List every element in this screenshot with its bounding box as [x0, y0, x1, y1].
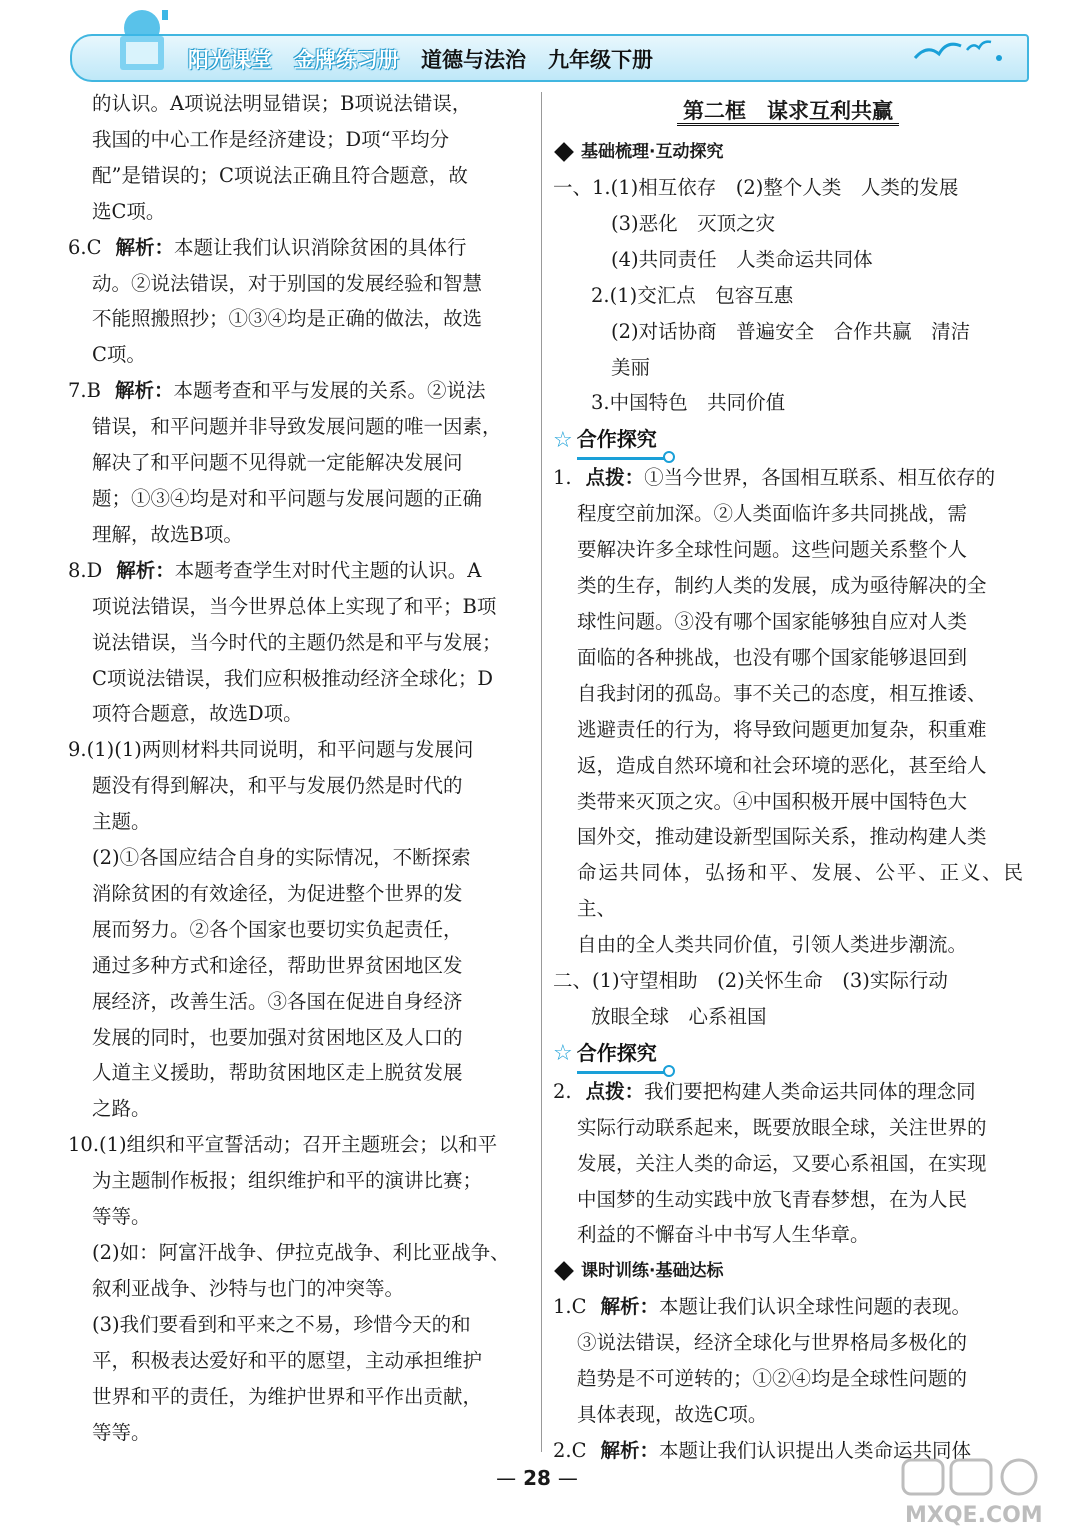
- text-line: [68, 876, 538, 912]
- line-text: 面临的各种挑战，也没有哪个国家能够退回到: [577, 645, 968, 669]
- line-text: 消除贫困的有效途径，为促进整个世界的发: [92, 881, 463, 905]
- answer-item: [553, 1074, 1023, 1110]
- answer-item: [553, 1289, 1023, 1325]
- line-text: 解决了和平问题不见得就一定能解决发展问: [92, 451, 463, 475]
- line-text: 展经济，改善生活。③各国在促进自身经济: [92, 989, 463, 1013]
- text-line: [68, 86, 538, 122]
- page-footer: — 28 —: [496, 1466, 578, 1490]
- text-line: [553, 1110, 1023, 1146]
- text-line: [68, 768, 538, 804]
- text-line: [68, 661, 538, 697]
- text-line: [553, 640, 1023, 676]
- text-line: [68, 625, 538, 661]
- header-title: [188, 44, 675, 74]
- text-line: [68, 1163, 538, 1199]
- block-cooperation-1: [553, 460, 1023, 1035]
- text-line: [553, 999, 1023, 1035]
- text-line: [553, 532, 1023, 568]
- text-line: [553, 819, 1023, 855]
- text-line: [68, 804, 538, 840]
- text-line: [68, 301, 538, 337]
- answer-number: 6.C: [68, 235, 102, 259]
- line-text: 3.中国特色 共同价值: [591, 391, 786, 415]
- line-text: (2)如：阿富汗战争、伊拉克战争、利比亚战争、: [92, 1241, 510, 1264]
- book-logo-icon: [102, 6, 182, 76]
- text-line: [68, 158, 538, 194]
- text-line: [553, 496, 1023, 532]
- diamond-icon: [554, 1261, 574, 1281]
- line-text: ①当今世界，各国相互联系、相互依存的: [644, 466, 996, 490]
- diamond-icon: [554, 142, 574, 162]
- line-text: 自我封闭的孤岛。事不关己的态度，相互推诿、: [577, 681, 987, 705]
- text-line: [68, 1307, 538, 1343]
- line-text: 命运共同体，弘扬和平、发展、公平、正义、民主、: [577, 861, 1023, 921]
- line-text: 世界和平的责任，为维护世界和平作出贡献，: [92, 1384, 483, 1408]
- line-text: 发展，关注人类的命运，又要心系祖国，在实现: [577, 1151, 987, 1175]
- line-text: 不能照搬照抄；①③④均是正确的做法，故选: [92, 307, 483, 331]
- line-text: 项符合题意，故选D项。: [92, 702, 303, 726]
- line-text: 的认识。A项说法明显错误；B项说法错误，: [92, 92, 472, 115]
- line-text: 国外交，推动建设新型国际关系，推动构建人类: [577, 825, 987, 849]
- text-line: [68, 912, 538, 948]
- line-text: (4)共同责任 人类命运共同体: [611, 247, 873, 271]
- line-text: 具体表现，故选C项。: [577, 1403, 768, 1427]
- text-line: [68, 1343, 538, 1379]
- column-divider: [541, 92, 542, 1452]
- line-text: 2.(1)交汇点 包容互惠: [591, 283, 794, 307]
- subject: 道德与法治: [421, 48, 526, 72]
- line-text: 说法错误，当今时代的主题仍然是和平与发展；: [92, 630, 502, 654]
- answer-number: 7.B: [68, 379, 101, 403]
- page-number: 28: [523, 1466, 551, 1490]
- section-lesson-training: 课时训练·基础达标: [553, 1253, 1023, 1289]
- line-text: 为主题制作板报；组织维护和平的演讲比赛；: [92, 1169, 483, 1193]
- text-line: [553, 1397, 1023, 1433]
- line-text: 自由的全人类共同价值，引领人类进步潮流。: [577, 933, 968, 957]
- line-text: 展而努力。②各个国家也要切实负起责任，: [92, 917, 463, 941]
- text-line: [68, 266, 538, 302]
- line-text: 类带来灭顶之灾。④中国积极开展中国特色大: [577, 789, 968, 813]
- text-line: [553, 1146, 1023, 1182]
- text-line: [553, 712, 1023, 748]
- text-line: [553, 604, 1023, 640]
- text-line: [68, 589, 538, 625]
- text-line: [553, 748, 1023, 784]
- text-line: [553, 206, 1023, 242]
- answer-label: 解析：: [600, 1295, 660, 1319]
- text-line: [68, 445, 538, 481]
- text-line: [68, 732, 538, 768]
- svg-text:MXQE.COM: MXQE.COM: [905, 1503, 1043, 1528]
- answer-label: 解析：: [600, 1439, 660, 1462]
- block-cooperation-2: [553, 1074, 1023, 1254]
- line-text: 本题考查学生对时代主题的认识。A: [174, 558, 482, 582]
- text-line: [553, 242, 1023, 278]
- text-line: [553, 170, 1023, 206]
- text-line: [68, 1055, 538, 1091]
- text-line: [68, 194, 538, 230]
- line-text: 9.(1)(1)两则材料共同说明，和平问题与发展问: [68, 738, 474, 762]
- answer-number: 2.: [553, 1079, 572, 1103]
- star-icon: ☆: [553, 1041, 573, 1067]
- brand-name: 阳光课堂: [188, 48, 272, 72]
- line-text: 中国梦的生动实践中放飞青春梦想，在为人民: [577, 1187, 968, 1211]
- line-text: 我国的中心工作是经济建设；D项“平均分: [92, 127, 450, 151]
- text-line: [553, 1182, 1023, 1218]
- line-text: 人道主义援助，帮助贫困地区走上脱贫发展: [92, 1061, 463, 1085]
- answer-item: [68, 373, 538, 409]
- line-text: 平，积极表达爱好和平的愿望，主动承担维护: [92, 1348, 483, 1372]
- brand-subtitle: 金牌练习册: [294, 48, 399, 72]
- right-column: [553, 86, 1023, 1469]
- line-text: (3)我们要看到和平来之不易，珍惜今天的和: [92, 1312, 471, 1336]
- text-line: [68, 984, 538, 1020]
- line-text: 逃避责任的行为，将导致问题更加复杂，积重难: [577, 717, 987, 741]
- text-line: [553, 350, 1023, 386]
- text-line: [68, 517, 538, 553]
- line-text: (2)对话协商 普遍安全 合作共赢 清洁: [611, 319, 971, 343]
- line-text: 主题。: [92, 810, 151, 834]
- section-basic-review: 基础梳理·互动探究: [553, 134, 1023, 170]
- text-line: [68, 948, 538, 984]
- answer-number: 1.C: [553, 1295, 587, 1319]
- line-text: 我们要把构建人类命运共同体的理念同: [644, 1079, 976, 1103]
- text-line: [553, 385, 1023, 421]
- line-text: 要解决许多全球性问题。这些问题关系整个人: [577, 538, 968, 562]
- line-text: 选C项。: [92, 199, 166, 223]
- text-line: [553, 1361, 1023, 1397]
- line-text: 本题让我们认识提出人类命运共同体: [659, 1439, 972, 1462]
- line-text: 程度空前加深。②人类面临许多共同挑战，需: [577, 502, 968, 526]
- text-line: [68, 1127, 538, 1163]
- text-line: [553, 278, 1023, 314]
- line-text: 本题让我们认识消除贫困的具体行: [174, 235, 467, 259]
- line-text: 趋势是不可逆转的；①②④均是全球性问题的: [577, 1367, 968, 1391]
- line-text: 通过多种方式和途径，帮助世界贫困地区发: [92, 953, 463, 977]
- text-line: [68, 1235, 538, 1271]
- text-line: [553, 1217, 1023, 1253]
- line-text: 发展的同时，也要加强对贫困地区及人口的: [92, 1025, 463, 1049]
- text-line: [68, 122, 538, 158]
- left-column: [68, 86, 538, 1450]
- block-basics: [553, 170, 1023, 421]
- line-text: 利益的不懈奋斗中书写人生华章。: [577, 1223, 870, 1247]
- answer-number: 1.: [553, 466, 572, 490]
- text-line: [553, 784, 1023, 820]
- line-text: 球性问题。③没有哪个国家能够独自应对人类: [577, 609, 968, 633]
- line-text: 本题考查和平与发展的关系。②说法: [173, 379, 486, 403]
- line-text: 错误，和平问题并非导致发展问题的唯一因素，: [92, 415, 502, 439]
- birds-icon: [905, 30, 1005, 70]
- answer-label: 点拨：: [585, 466, 645, 490]
- line-text: 之路。: [92, 1097, 151, 1121]
- answer-number: 8.D: [68, 558, 103, 582]
- answer-item: [553, 460, 1023, 496]
- answer-item: [68, 553, 538, 589]
- text-line: [68, 696, 538, 732]
- grade: 九年级下册: [548, 48, 653, 72]
- text-line: [553, 314, 1023, 350]
- text-line: [68, 1379, 538, 1415]
- star-icon: ☆: [553, 427, 573, 453]
- text-line: [553, 676, 1023, 712]
- line-text: 放眼全球 心系祖国: [591, 1004, 767, 1028]
- line-text: 10.(1)组织和平宣誓活动；召开主题班会；以和平: [68, 1133, 498, 1157]
- answer-number: 2.C: [553, 1439, 587, 1462]
- cooperation-heading-2: ☆ 合作探究: [553, 1035, 1023, 1074]
- text-line: [553, 1325, 1023, 1361]
- line-text: (2)①各国应结合自身的实际情况，不断探索: [92, 846, 471, 870]
- block-training: [553, 1289, 1023, 1469]
- line-text: 项说法错误，当今世界总体上实现了和平；B项: [92, 594, 497, 618]
- text-line: [68, 840, 538, 876]
- line-text: C项说法错误，我们应积极推动经济全球化；D: [92, 666, 494, 690]
- watermark-logo: [895, 1456, 1065, 1531]
- line-text: 类的生存，制约人类的发展，成为亟待解决的全: [577, 574, 987, 598]
- text-line: [68, 1091, 538, 1127]
- answer-label: 解析：: [114, 379, 174, 403]
- line-text: 动。②说法错误，对于别国的发展经验和智慧: [92, 271, 483, 295]
- line-text: 配”是错误的；C项说法正确且符合题意，故: [92, 163, 468, 187]
- line-text: ③说法错误，经济全球化与世界格局多极化的: [577, 1331, 968, 1355]
- line-text: 美丽: [611, 355, 651, 379]
- line-text: 一、1.(1)相互依存 (2)整个人类 人类的发展: [553, 176, 959, 199]
- text-line: [553, 963, 1023, 999]
- line-text: 返，造成自然环境和社会环境的恶化，甚至给人: [577, 753, 987, 777]
- text-line: [68, 409, 538, 445]
- answer-item: [68, 230, 538, 266]
- text-line: [68, 1271, 538, 1307]
- answer-label: 点拨：: [585, 1079, 645, 1103]
- text-line: [553, 568, 1023, 604]
- text-line: [68, 337, 538, 373]
- frame-title: 第二框 谋求互利共赢: [553, 96, 1023, 126]
- text-line: [553, 927, 1023, 963]
- line-text: 二、(1)守望相助 (2)关怀生命 (3)实际行动: [553, 969, 948, 993]
- line-text: 叙利亚战争、沙特与也门的冲突等。: [92, 1276, 405, 1300]
- line-text: 本题让我们认识全球性问题的表现。: [659, 1295, 972, 1319]
- text-line: [553, 855, 1023, 927]
- line-text: 题没有得到解决，和平与发展仍然是时代的: [92, 774, 463, 798]
- text-line: [68, 1020, 538, 1056]
- text-line: [68, 1199, 538, 1235]
- line-text: 等等。: [92, 1205, 151, 1229]
- line-text: 题；①③④均是对和平问题与发展问题的正确: [92, 486, 483, 510]
- answer-label: 解析：: [116, 558, 175, 582]
- line-text: 理解，故选B项。: [92, 522, 243, 546]
- cooperation-heading-1: ☆ 合作探究: [553, 421, 1023, 460]
- answer-label: 解析：: [115, 235, 175, 259]
- text-line: [68, 1415, 538, 1451]
- line-text: 等等。: [92, 1420, 151, 1444]
- line-text: C项。: [92, 343, 146, 367]
- text-line: [68, 481, 538, 517]
- line-text: (3)恶化 灭顶之灾: [611, 211, 776, 235]
- line-text: 实际行动联系起来，既要放眼全球，关注世界的: [577, 1115, 987, 1139]
